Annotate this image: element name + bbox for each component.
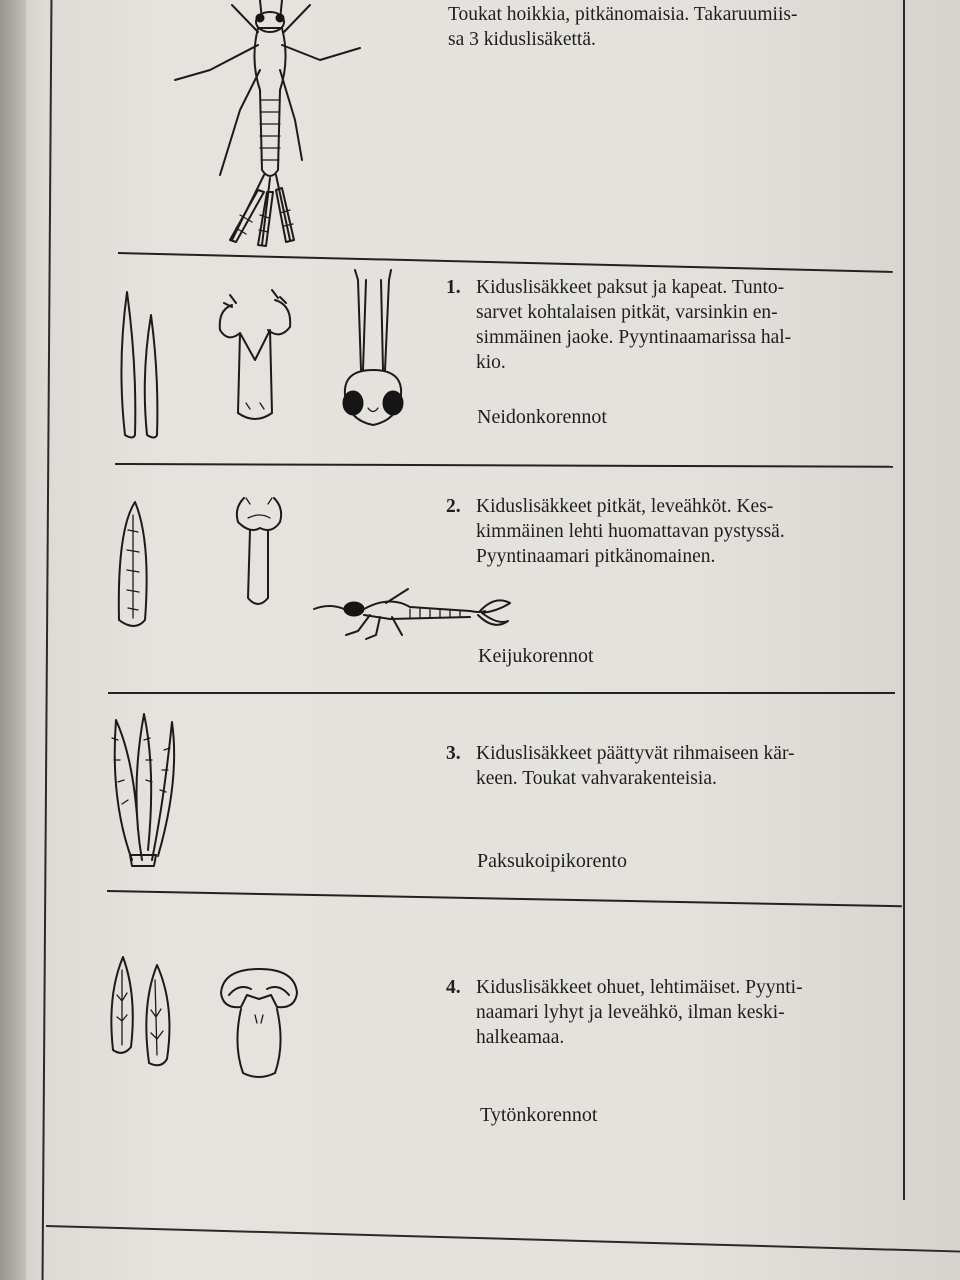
entry-1-description [446,275,901,375]
section-divider [115,463,893,468]
entry-line: Kiduslisäkkeet paksut ja kapeat. Tunto- [476,277,785,298]
entry-line: keen. Toukat vahvarakenteisia. [476,768,717,789]
entry-line: Kiduslisäkkeet päättyvät rihmaiseen kär- [476,743,795,764]
entry-1-name: Neidonkorennot [477,406,607,428]
entry-1-number: 1. [446,277,461,298]
entry-line: Pyyntinaamari pitkänomainen. [476,546,716,567]
entry-line: Kiduslisäkkeet pitkät, leveähköt. Kes- [476,496,774,517]
section-divider [118,252,893,273]
entry-2-number: 2. [446,496,461,517]
frame-right-border [903,0,905,1200]
frame-left-border [42,0,53,1280]
long-labial-mask-icon [230,490,290,610]
section-divider [108,692,895,694]
entry-3-number: 3. [446,743,461,764]
broad-gill-icon [115,500,155,630]
entry-4-description [446,975,901,1050]
intro-line: Toukat hoikkia, pitkänomaisia. Takaruumiis- [448,4,798,25]
section-divider [107,890,902,907]
entry-line: sarvet kohtalaisen pitkät, varsinkin en- [476,302,778,323]
book-spine [0,0,26,1280]
leaf-gill-icon [105,955,180,1070]
entry-2-name: Keijukorennot [478,645,594,667]
filament-gill-icon [104,710,184,868]
entry-4-number: 4. [446,977,461,998]
entry-line: kio. [476,352,506,373]
entry-line: kimmäinen lehti huomattavan pystyssä. [476,521,785,542]
frame-bottom-border [46,1225,960,1253]
entry-3-name: Paksukoipikorento [477,850,627,872]
entry-4-name: Tytönkorennot [480,1104,598,1126]
entry-line: Kiduslisäkkeet ohuet, lehtimäiset. Pyynti- [476,977,803,998]
entry-line: naamari lyhyt ja leveähkö, ilman keski- [476,1002,785,1023]
entry-line: halkeamaa. [476,1027,565,1048]
entry-line: simmäinen jaoke. Pyyntinaamarissa hal- [476,327,792,348]
damselfly-larva-icon [170,0,370,250]
intro-line: sa 3 kiduslisäkettä. [448,29,596,50]
intro-text [448,2,898,52]
larva-head-icon [333,270,413,435]
entry-3-description [446,741,901,791]
side-view-larva-icon [310,585,515,643]
short-labial-mask-icon [215,965,303,1083]
split-labial-mask-icon [210,285,300,430]
entry-2-description [446,494,901,569]
narrow-gill-icon [115,290,165,440]
